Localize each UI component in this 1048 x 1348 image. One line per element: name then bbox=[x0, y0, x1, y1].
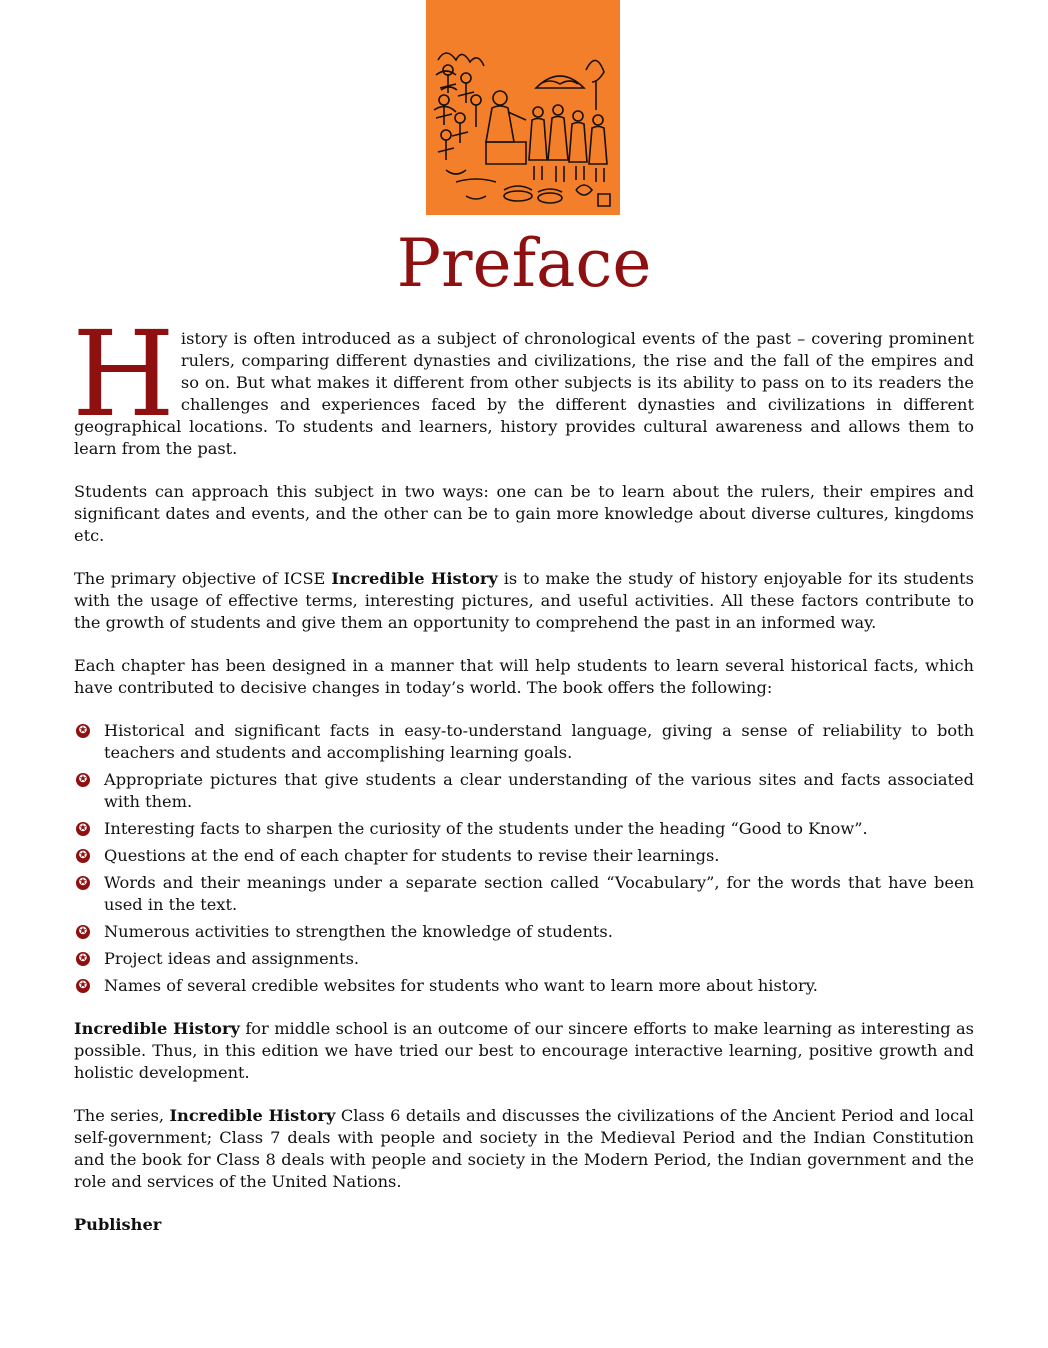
list-item bbox=[74, 845, 974, 867]
list-item-text: Interesting facts to sharpen the curiosity of the students under the heading “Good to Know”. bbox=[104, 819, 868, 838]
features-list bbox=[74, 720, 974, 997]
approach-paragraph: Students can approach this subject in two ways: one can be to learn about the rulers, their empires and significant dates and events, and the other can be to gain more knowledge about diverse cultures, kingdoms etc. bbox=[74, 482, 974, 545]
objective-text-before: The primary objective of ICSE bbox=[74, 569, 332, 588]
series-paragraph bbox=[74, 1105, 974, 1193]
preface-body bbox=[72, 305, 974, 1257]
list-item-text: Appropriate pictures that give students a clear understanding of the various sites and facts associated with them. bbox=[104, 770, 974, 811]
list-item-text: Numerous activities to strengthen the knowledge of students. bbox=[104, 922, 613, 941]
book-title: Incredible History bbox=[331, 569, 498, 588]
list-item bbox=[74, 948, 974, 970]
book-title: Incredible History bbox=[74, 1019, 240, 1038]
list-item bbox=[74, 818, 974, 840]
list-item bbox=[74, 720, 974, 764]
list-item-text: Project ideas and assignments. bbox=[104, 949, 360, 968]
intro-text: istory is often introduced as a subject of chronological events of the past – covering prominent rulers, comparing different dynasties and civilizations, the rise and the fall of the empires and so on. But what makes it different from other subjects is its ability to pass on to its readers the challenges and experiences faced by the different dynasties and civilizations in different geographical locations. To students and learners, history provides cultural awareness and allows them to learn from the past. bbox=[74, 329, 974, 458]
star-circle-icon: ✪ bbox=[76, 876, 90, 890]
book-title: Incredible History bbox=[169, 1106, 336, 1125]
list-item bbox=[74, 975, 974, 997]
list-item bbox=[74, 921, 974, 943]
star-circle-icon: ✪ bbox=[76, 773, 90, 787]
star-circle-icon: ✪ bbox=[76, 952, 90, 966]
page-title: Preface bbox=[396, 225, 652, 302]
list-item bbox=[74, 872, 974, 916]
header-banner bbox=[426, 0, 620, 215]
series-text-after: Class 6 details and discusses the civilizations of the Ancient Period and local self-government; Class 7 deals with people and society in the Medieval Period and the Indian Constitution and the book for Class 8 deals with people and society in the Modern Period, the Indian government and the role and services of the United Nations. bbox=[74, 1106, 974, 1191]
star-circle-icon: ✪ bbox=[76, 822, 90, 836]
list-item bbox=[74, 769, 974, 813]
objective-paragraph bbox=[74, 568, 974, 634]
star-circle-icon: ✪ bbox=[76, 724, 90, 738]
chapter-paragraph: Each chapter has been designed in a manner that will help students to learn several historical facts, which have contributed to decisive changes in today’s world. The book offers the following: bbox=[74, 656, 974, 697]
middle-school-text: for middle school is an outcome of our sincere efforts to make learning as interesting as possible. Thus, in this edition we have tried our best to encourage interactive learning, positive growth and holistic development. bbox=[74, 1019, 974, 1082]
middle-school-paragraph bbox=[74, 1018, 974, 1084]
star-circle-icon: ✪ bbox=[76, 925, 90, 939]
list-item-text: Words and their meanings under a separate section called “Vocabulary”, for the words that have been used in the text. bbox=[104, 873, 974, 914]
objective-text-after: is to make the study of history enjoyable for its students with the usage of effective terms, interesting pictures, and useful activities. All these factors contribute to the growth of students and give them an opportunity to comprehend the past in an informed way. bbox=[74, 569, 974, 632]
list-item-text: Names of several credible websites for students who want to learn more about history. bbox=[104, 976, 818, 995]
intro-paragraph bbox=[72, 305, 974, 460]
star-circle-icon: ✪ bbox=[76, 849, 90, 863]
series-text-before: The series, bbox=[74, 1106, 170, 1125]
list-item-text: Historical and significant facts in easy-to-understand language, giving a sense of reliability to both teachers and students and accomplishing learning goals. bbox=[104, 721, 974, 762]
list-item-text: Questions at the end of each chapter for students to revise their learnings. bbox=[104, 846, 720, 865]
drop-cap: H bbox=[72, 305, 175, 443]
historical-engraving-illustration bbox=[426, 0, 620, 215]
star-circle-icon: ✪ bbox=[76, 979, 90, 993]
publisher-signature: Publisher bbox=[74, 1215, 162, 1234]
